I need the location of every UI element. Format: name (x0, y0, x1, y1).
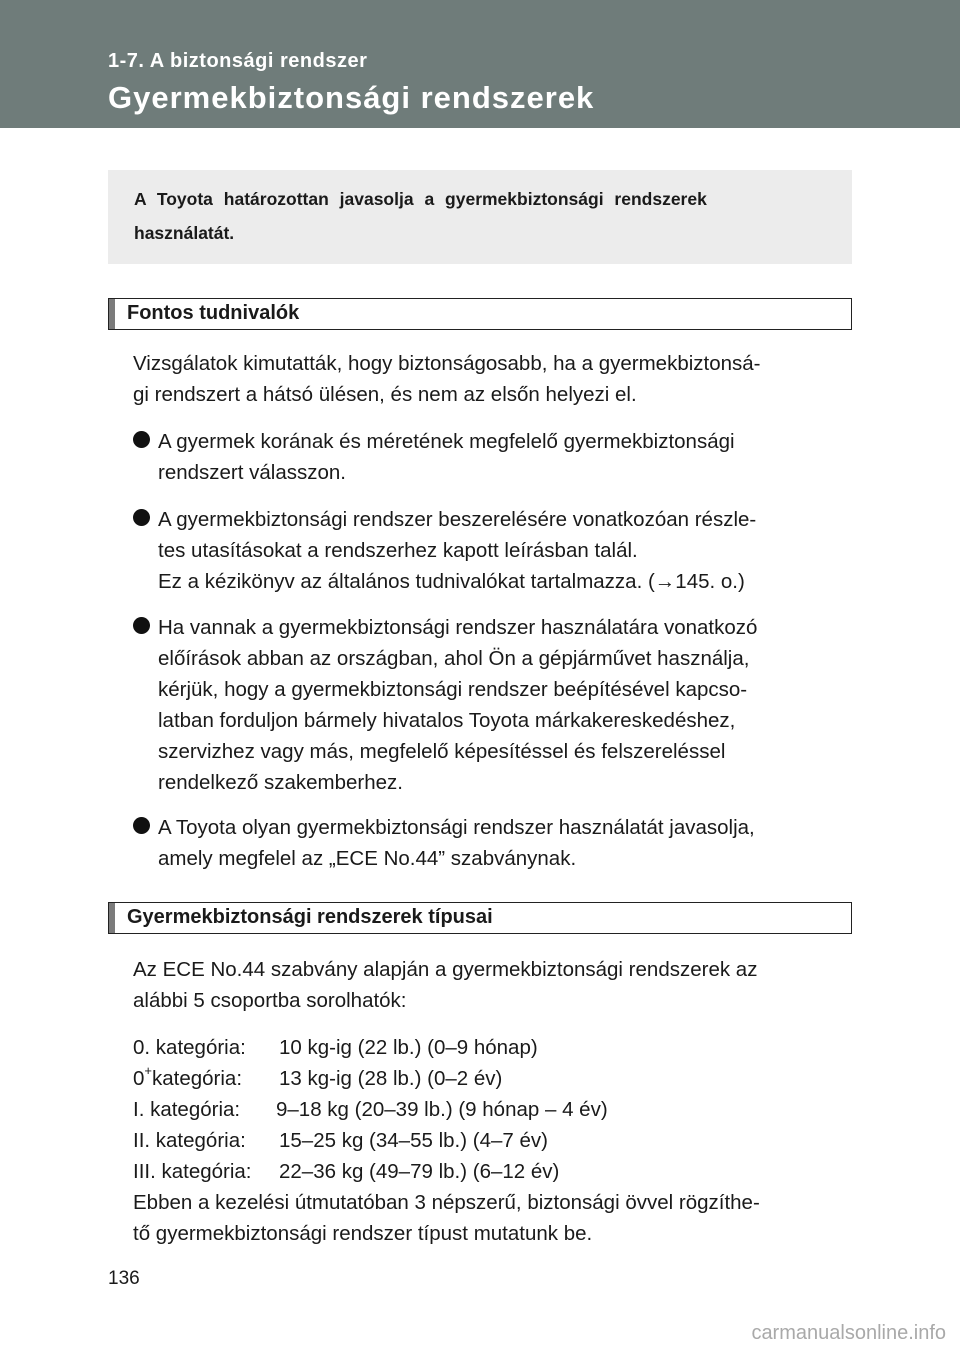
bullet-item-1 (133, 426, 845, 488)
bullet-dot-icon (133, 509, 150, 526)
category-row (133, 1032, 845, 1063)
section-heading-label: Gyermekbiztonsági rendszerek típusai (127, 906, 493, 928)
bullet-text (158, 504, 845, 597)
bullet-line: latban forduljon bármely hivatalos Toyota márkakereskedéshez, (158, 709, 736, 732)
bullet-item-3 (133, 612, 845, 798)
heading-bar (109, 299, 115, 329)
bullet-line: amely megfelel az „ECE No.44” szabványnak. (158, 847, 577, 870)
category-key-sup: + (144, 1063, 152, 1079)
paragraph-line: alábbi 5 csoportba sorolhatók: (133, 989, 407, 1012)
section-heading-fontos (108, 298, 852, 330)
category-key-rest: kategória: (152, 1067, 243, 1090)
paragraph-line: Az ECE No.44 szabvány alapján a gyermekbiztonsági rendszerek az (133, 958, 758, 981)
category-row (133, 1125, 845, 1156)
intro-text (134, 182, 826, 250)
category-list (133, 1032, 845, 1187)
section-heading-tipusai (108, 902, 852, 934)
category-value: 10 kg-ig (22 lb.) (0–9 hónap) (279, 1036, 538, 1059)
bullet-item-2 (133, 504, 845, 597)
paragraph-line: tő gyermekbiztonsági rendszer típust mutatunk be. (133, 1222, 593, 1245)
category-key: 0. kategória: (133, 1036, 246, 1059)
category-key: II. kategória: (133, 1129, 246, 1152)
intro-line-1: A Toyota határozottan javasolja a gyermekbiztonsági rendszerek (134, 189, 707, 209)
bullet-dot-icon (133, 817, 150, 834)
tipusai-paragraph (133, 954, 845, 1016)
bullet-line: Ha vannak a gyermekbiztonsági rendszer használatára vonatkozó (158, 616, 758, 639)
category-row (133, 1063, 845, 1094)
bullet-text (158, 612, 845, 798)
category-value: 13 kg-ig (28 lb.) (0–2 év) (279, 1067, 503, 1090)
bullet-line: tes utasításokat a rendszerhez kapott leírásban talál. (158, 539, 638, 562)
paragraph-line: Ebben a kezelési útmutatóban 3 népszerű, biztonsági övvel rögzíthe- (133, 1191, 760, 1214)
category-row (133, 1156, 845, 1187)
bullet-line: szervizhez vagy más, megfelelő képesítéssel és felszereléssel (158, 740, 726, 763)
section-heading-label: Fontos tudnivalók (127, 302, 300, 324)
bullet-line: A gyermekbiztonsági rendszer beszerelésére vonatkozóan részle- (158, 508, 757, 531)
category-key: III. kategória: (133, 1160, 252, 1183)
category-row (133, 1094, 845, 1125)
bullet-dot-icon (133, 431, 150, 448)
bullet-line: Ez a kézikönyv az általános tudnivalókat tartalmazza. (→145. o.) (158, 570, 745, 593)
bullet-dot-icon (133, 617, 150, 634)
intro-line-2: használatát. (134, 223, 235, 243)
category-value: 9–18 kg (20–39 lb.) (9 hónap – 4 év) (276, 1098, 608, 1121)
bullet-text (158, 812, 845, 874)
bullet-text (158, 426, 845, 488)
page-number: 136 (108, 1268, 140, 1289)
page-title: Gyermekbiztonsági rendszerek (108, 80, 595, 115)
bullet-line: kérjük, hogy a gyermekbiztonsági rendszer beépítésével kapcso- (158, 678, 748, 701)
category-value: 15–25 kg (34–55 lb.) (4–7 év) (279, 1129, 548, 1152)
heading-bar (109, 903, 115, 933)
bullet-line: rendszert válasszon. (158, 461, 347, 484)
section-label: 1-7. A biztonsági rendszer (108, 50, 368, 72)
category-key: I. kategória: (133, 1098, 241, 1121)
bullet-line: A gyermek korának és méretének megfelelő gyermekbiztonsági (158, 430, 735, 453)
category-key (133, 1063, 242, 1094)
paragraph-line: gi rendszert a hátsó ülésen, és nem az elsőn helyezi el. (133, 383, 637, 406)
fontos-paragraph (133, 348, 845, 410)
paragraph-line: Vizsgálatok kimutatták, hogy biztonságosabb, ha a gyermekbiztonsá- (133, 352, 761, 375)
bullet-item-4 (133, 812, 845, 874)
category-key-base: 0 (133, 1067, 145, 1090)
page-header (0, 0, 960, 128)
bullet-line: rendelkező szakemberhez. (158, 771, 403, 794)
closing-paragraph (133, 1187, 845, 1249)
bullet-line: előírások abban az országban, ahol Ön a gépjárművet használja, (158, 647, 750, 670)
category-value: 22–36 kg (49–79 lb.) (6–12 év) (279, 1160, 560, 1183)
intro-box (108, 170, 852, 264)
bullet-line: A Toyota olyan gyermekbiztonsági rendszer használatát javasolja, (158, 816, 755, 839)
watermark: carmanualsonline.info (751, 1322, 946, 1344)
